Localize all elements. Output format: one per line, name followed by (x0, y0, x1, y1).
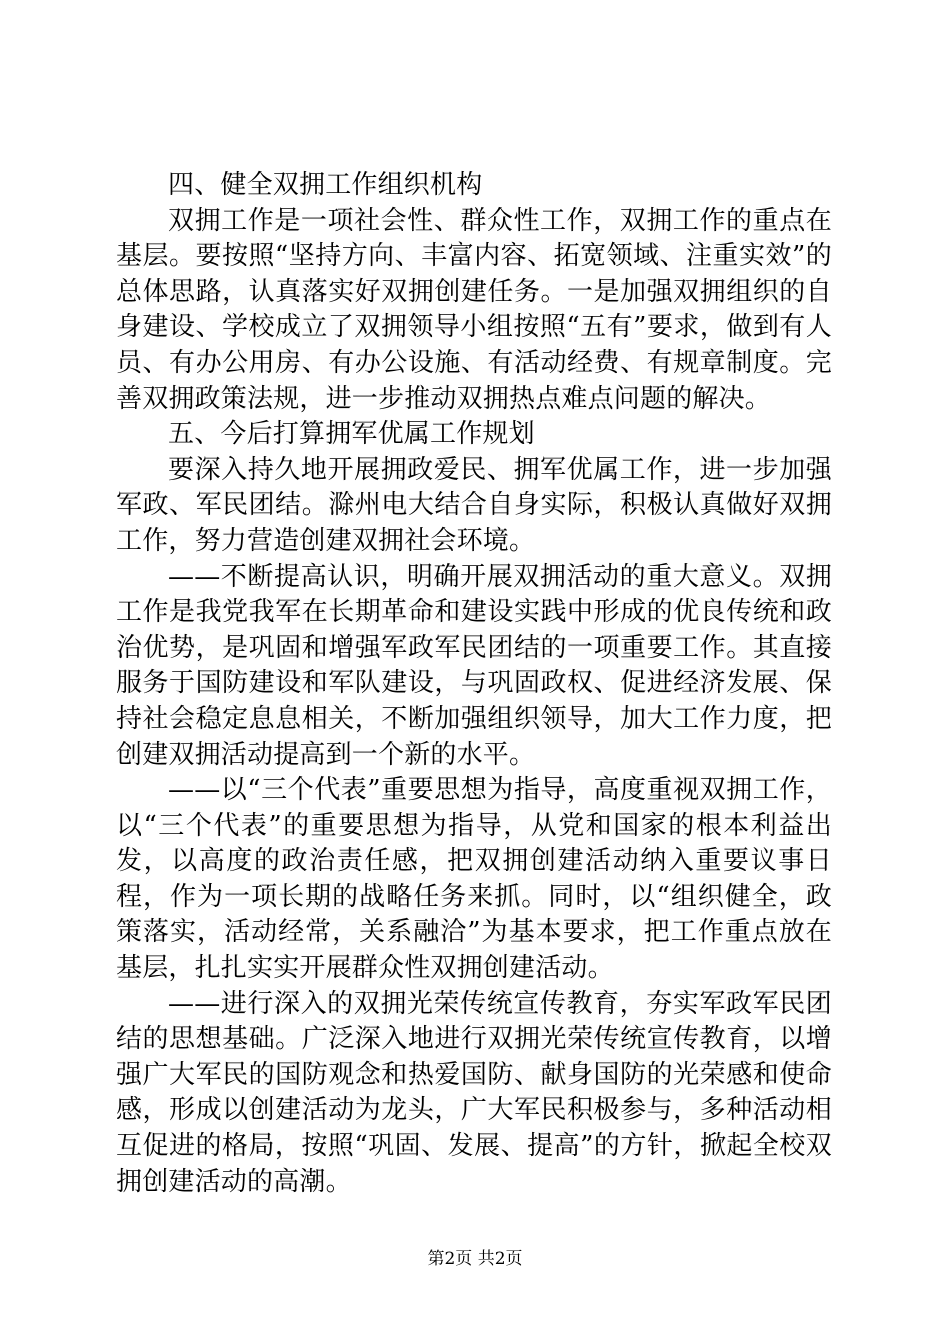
paragraph: ——以“三个代表”重要思想为指导，高度重视双拥工作，以“三个代表”的重要思想为指导，从党和国家的根本利益出发，以高度的政治责任感，把双拥创建活动纳入重要议事日程，作为一项长期的战略任务来抓。同时，以“组织健全，政策落实，活动经常，关系融洽”为基本要求，把工作重点放在基层，扎扎实实开展群众性双拥创建活动。 (116, 775, 832, 984)
paragraph: 要深入持久地开展拥政爱民、拥军优属工作，进一步加强军政、军民团结。滁州电大结合自身实际，积极认真做好双拥工作，努力营造创建双拥社会环境。 (116, 454, 832, 556)
paragraph: ——进行深入的双拥光荣传统宣传教育，夯实军政军民团结的思想基础。广泛深入地进行双拥光荣传统宣传教育，以增强广大军民的国防观念和热爱国防、献身国防的光荣感和使命感，形成以创建活动为龙头，广大军民积极参与，多种活动相互促进的格局，按照“巩固、发展、提高”的方针，掀起全校双拥创建活动的高潮。 (116, 988, 832, 1197)
paragraph: ——不断提高认识，明确开展双拥活动的重大意义。双拥工作是我党我军在长期革命和建设实践中形成的优良传统和政治优势，是巩固和增强军政军民团结的一项重要工作。其直接服务于国防建设和军队建设，与巩固政权、促进经济发展、保持社会稳定息息相关，不断加强组织领导，加大工作力度，把创建双拥活动提高到一个新的水平。 (116, 561, 832, 770)
page-number-footer: 第2页 共2页 (427, 1249, 523, 1269)
paragraph: 双拥工作是一项社会性、群众性工作，双拥工作的重点在基层。要按照“坚持方向、丰富内容、拓宽领域、注重实效”的总体思路，认真落实好双拥创建任务。一是加强双拥组织的自身建设、学校成立了双拥领导小组按照“五有”要求，做到有人员、有办公用房、有办公设施、有活动经费、有规章制度。完善双拥政策法规，进一步推动双拥热点难点问题的解决。 (116, 205, 832, 414)
section-heading-four: 四、健全双拥工作组织机构 (168, 170, 483, 200)
section-heading-five: 五、今后打算拥军优属工作规划 (168, 419, 535, 450)
document-body (116, 168, 832, 1200)
